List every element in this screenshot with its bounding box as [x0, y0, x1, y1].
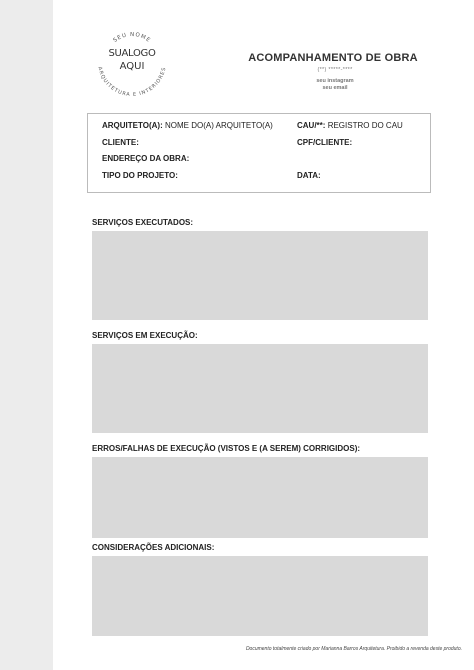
- logo-sub-text: AQUI: [119, 61, 145, 72]
- logo: [92, 22, 172, 102]
- section-box-executed[interactable]: [92, 231, 428, 320]
- section-box-errors[interactable]: [92, 457, 428, 538]
- contact-phone: (**) *****-****: [317, 67, 353, 73]
- section-title-executed: SERVIÇOS EXECUTADOS:: [92, 218, 194, 227]
- cau-value: REGISTRO DO CAU: [327, 121, 403, 130]
- contact-instagram: seu instagram: [316, 78, 354, 84]
- architect-value: NOME DO(A) ARQUITETO(A): [164, 121, 273, 130]
- date-field: [297, 171, 321, 181]
- client-label: CLIENTE:: [102, 138, 139, 147]
- logo-text-bottom: ARQUITETURA E INTERIORES: [96, 66, 168, 99]
- left-margin-strip: [0, 0, 53, 670]
- section-box-in-progress[interactable]: [92, 344, 428, 433]
- cpf-field: [297, 138, 352, 148]
- project-type-label: TIPO DO PROJETO:: [102, 171, 178, 180]
- architect-field: [102, 121, 273, 131]
- section-title-considerations: CONSIDERAÇÕES ADICIONAIS:: [92, 543, 215, 552]
- svg-text:SEU NOME: [112, 32, 151, 44]
- section-title-in-progress: SERVIÇOS EM EXECUÇÃO:: [92, 331, 198, 340]
- cau-field: [297, 121, 403, 131]
- logo-text-top: SEU NOME: [112, 31, 152, 45]
- project-type-field: [102, 171, 178, 181]
- client-field: [102, 138, 139, 148]
- architect-label: ARQUITETO(A):: [102, 121, 163, 130]
- footer-credit: Documento totalmente criado por Marianna Barros Arquitetura. Proibido a revenda deste produto.: [245, 646, 462, 652]
- cau-label: CAU/**:: [297, 121, 326, 130]
- document-title: ACOMPANHAMENTO DE OBRA: [248, 52, 418, 64]
- date-label: DATA:: [297, 171, 321, 180]
- section-title-errors: ERROS/FALHAS DE EXECUÇÃO (VISTOS E (A SEREM) CORRIGIDOS):: [92, 444, 361, 453]
- logo-main-text: SUALOGO: [108, 48, 156, 59]
- address-field: [102, 154, 189, 164]
- contact-email: seu email: [322, 85, 348, 91]
- address-label: ENDEREÇO DA OBRA:: [102, 154, 190, 163]
- cpf-label: CPF/CLIENTE:: [297, 138, 353, 147]
- section-box-considerations[interactable]: [92, 556, 428, 636]
